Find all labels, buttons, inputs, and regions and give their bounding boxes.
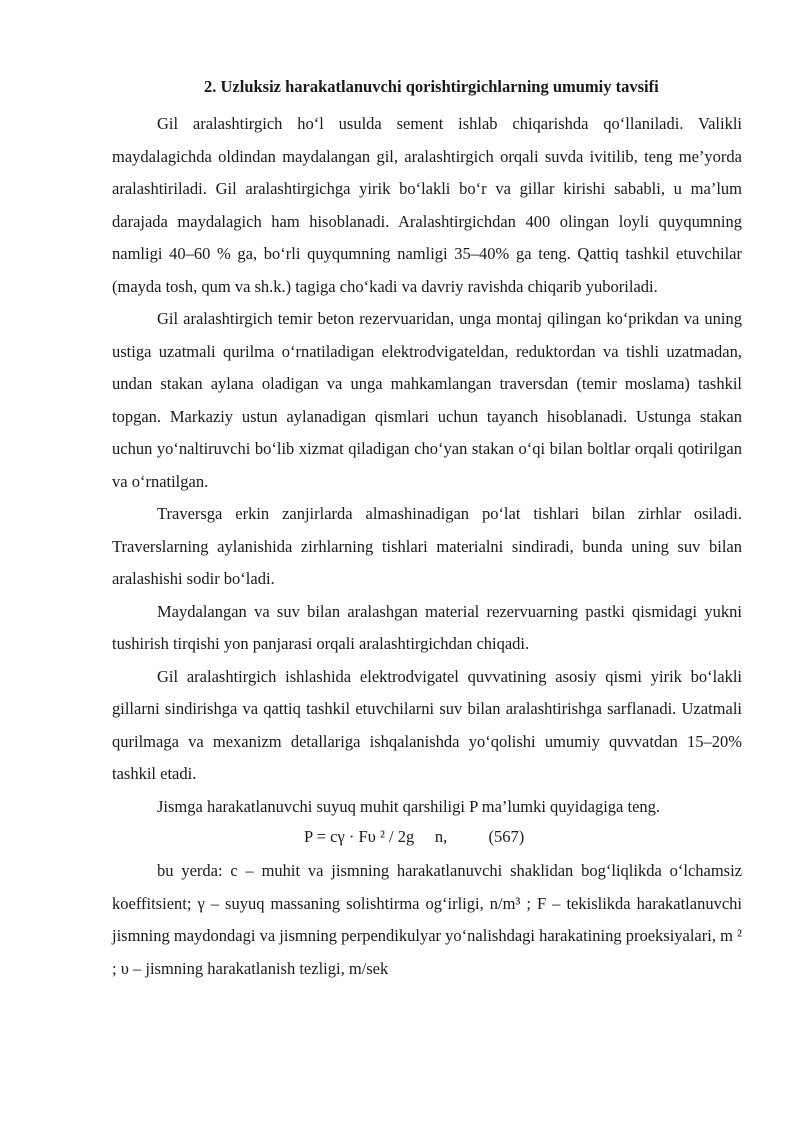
paragraph-3: Traversga erkin zanjirlarda almashinadigan po‘lat tishlari bilan zirhlar osiladi. Traverslarning aylanishida zirhlarning tishlari materialni sindiradi, bunda uning suv bilan aralashishi sodir bo‘ladi. <box>112 504 742 588</box>
section-heading: 2. Uzluksiz harakatlanuvchi qorishtirgichlarning umumiy tavsifi <box>204 77 659 96</box>
paragraph-4: Maydalangan va suv bilan aralashgan material rezervuarning pastki qismidagi yukni tushirish tirqishi yon panjarasi orqali aralashtirgichdan chiqadi. <box>112 601 742 653</box>
formula-explanation: bu yerda: c – muhit va jismning harakatlanuvchi shaklidan bog‘liqlikda o‘lchamsiz koeffitsient; γ – suyuq massaning solishtirma og‘irligi, n/m³ ; F – tekislikda harakatlanuvchi jismning maydondagi va jismning perpendikulyar yo‘nalishdagi harakatining proeksiyalari, m ² ; υ – jismning harakatlanish tezligi, m/sek <box>112 861 742 978</box>
paragraph-5: Gil aralashtirgich ishlashida elektrodvigatel quvvatining asosiy qismi yirik bo‘lakli gillarni sindirishga va qattiq tashkil etuvchilarni suv bilan aralashtirishga sarflanadi. Uzatmali qurilmaga va mexanizm detallariga ishqalanishda yo‘qolishi umumiy quvvatdan 15–20% tashkil etadi. <box>112 666 742 783</box>
document-page <box>112 72 742 985</box>
paragraph-1: Gil aralashtirgich ho‘l usulda sement ishlab chiqarishda qo‘llaniladi. Valikli maydalagichda oldindan maydalangan gil, aralashtirgich orqali suvda ivitilib, teng me’yorda aralashtiriladi. Gil aralashtirgichga yirik bo‘lakli bo‘r va gillar kirishi sababli, u ma’lum darajada maydalagich ham hisoblanadi. Aralashtirgichdan 400 olingan loyli quyqumning namligi 40–60 % ga, bo‘rli quyqumning namligi 35–40% ga teng. Qattiq tashkil etuvchilar (mayda tosh, qum va sh.k.) tagiga cho‘kadi va davriy ravishda chiqarib yuboriladi. <box>112 114 742 296</box>
formula: P = cγ · Fυ ² / 2g n, (567) <box>304 827 525 846</box>
paragraph-2: Gil aralashtirgich temir beton rezervuaridan, unga montaj qilingan ko‘prikdan va uning ustiga uzatmali qurilma o‘rnatiladigan elektrodvigateldan, reduktordan va tishli uzatmadan, undan stakan aylana oladigan va unga mahkamlangan traversdan (temir moslama) tashkil topgan. Markaziy ustun aylanadigan qismlari uchun tayanch hisoblanadi. Ustunga stakan uchun yo‘naltiruvchi bo‘lib xizmat qiladigan cho‘yan stakan o‘qi bilan boltlar orqali qotirilgan va o‘rnatilgan. <box>112 309 742 491</box>
paragraph-6: Jismga harakatlanuvchi suyuq muhit qarshiligi P ma’lumki quyidagiga teng. <box>157 796 661 816</box>
